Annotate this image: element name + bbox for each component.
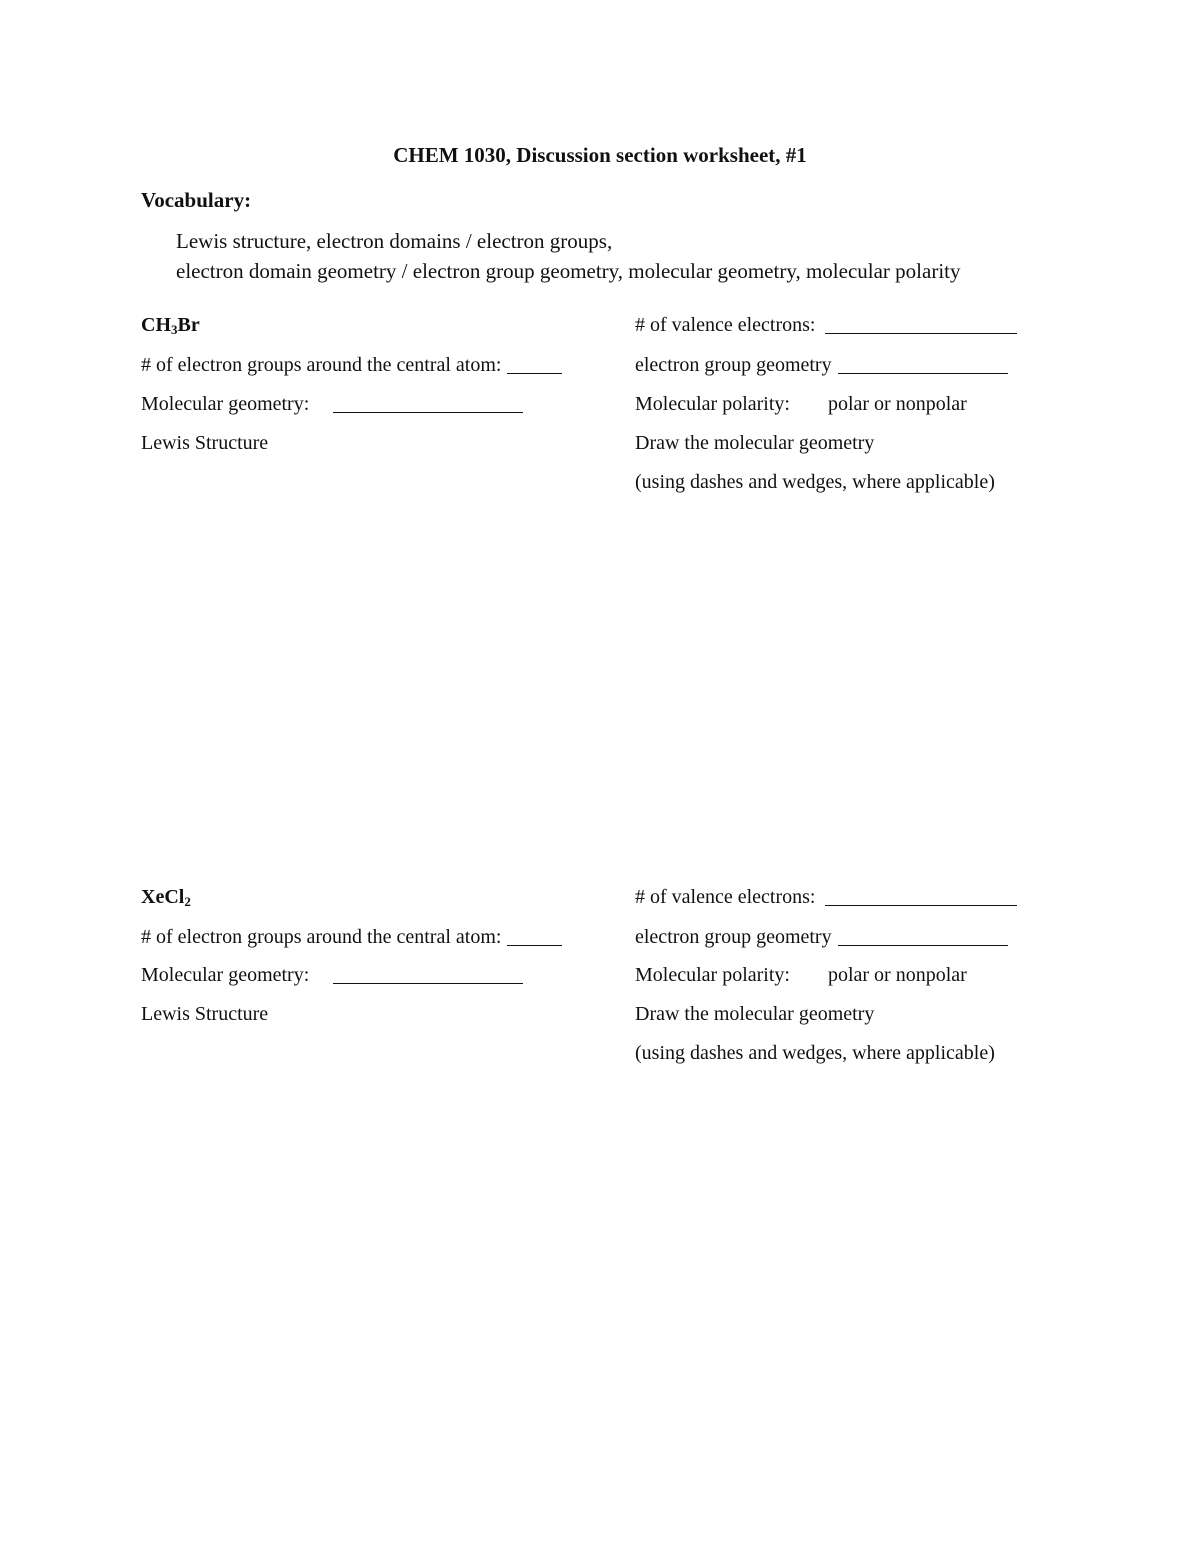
electron-group-geometry-row xyxy=(635,926,1008,949)
valence-electrons-row xyxy=(635,314,1017,337)
electron-group-geometry-blank[interactable] xyxy=(838,927,1008,946)
vocabulary-line-1: Lewis structure, electron domains / electron groups, xyxy=(176,229,613,253)
molecule-name-subscript: 2 xyxy=(184,894,191,909)
electron-group-geometry-blank[interactable] xyxy=(838,355,1008,374)
lewis-structure-label: Lewis Structure xyxy=(141,432,269,454)
molecular-geometry-label: Molecular geometry: xyxy=(141,964,310,986)
electron-groups-label: # of electron groups around the central atom: xyxy=(141,354,502,376)
draw-geometry-note: (using dashes and wedges, where applicable) xyxy=(635,471,995,493)
electron-groups-blank[interactable] xyxy=(507,927,562,946)
valence-electrons-row xyxy=(635,886,1017,909)
draw-geometry-note: (using dashes and wedges, where applicable) xyxy=(635,1042,995,1064)
molecular-polarity-label: Molecular polarity: xyxy=(635,964,790,986)
molecular-polarity-label: Molecular polarity: xyxy=(635,393,790,415)
electron-group-geometry-label: electron group geometry xyxy=(635,354,832,376)
molecule-name xyxy=(141,886,191,910)
molecule-name-subscript: 3 xyxy=(171,322,178,337)
electron-groups-label: # of electron groups around the central atom: xyxy=(141,926,502,948)
electron-groups-row xyxy=(141,354,562,377)
draw-geometry-label: Draw the molecular geometry xyxy=(635,432,875,454)
draw-geometry-label: Draw the molecular geometry xyxy=(635,1003,875,1025)
valence-electrons-label: # of valence electrons: xyxy=(635,314,816,336)
molecule-name xyxy=(141,314,200,338)
molecular-geometry-blank[interactable] xyxy=(333,394,523,413)
page-title: CHEM 1030, Discussion section worksheet, #1 xyxy=(393,143,807,167)
vocabulary-heading: Vocabulary: xyxy=(141,188,252,212)
molecular-geometry-row xyxy=(141,393,523,416)
electron-group-geometry-label: electron group geometry xyxy=(635,926,832,948)
molecular-polarity-row xyxy=(635,964,967,987)
molecular-geometry-label: Molecular geometry: xyxy=(141,393,310,415)
polarity-choice[interactable]: polar or nonpolar xyxy=(827,393,967,415)
vocabulary-line-2: electron domain geometry / electron group geometry, molecular geometry, molecular polarity xyxy=(176,259,961,283)
valence-electrons-blank[interactable] xyxy=(825,887,1017,906)
electron-groups-blank[interactable] xyxy=(507,355,562,374)
lewis-structure-label: Lewis Structure xyxy=(141,1003,269,1025)
valence-electrons-label: # of valence electrons: xyxy=(635,886,816,908)
valence-electrons-blank[interactable] xyxy=(825,315,1017,334)
molecule-name-tail: Br xyxy=(177,314,200,336)
molecular-geometry-blank[interactable] xyxy=(333,965,523,984)
molecule-name-base: XeCl xyxy=(141,886,185,908)
molecular-geometry-row xyxy=(141,964,523,987)
polarity-choice[interactable]: polar or nonpolar xyxy=(827,964,967,986)
electron-group-geometry-row xyxy=(635,354,1008,377)
molecule-name-base: CH xyxy=(141,314,171,336)
molecular-polarity-row xyxy=(635,393,967,416)
electron-groups-row xyxy=(141,926,562,949)
